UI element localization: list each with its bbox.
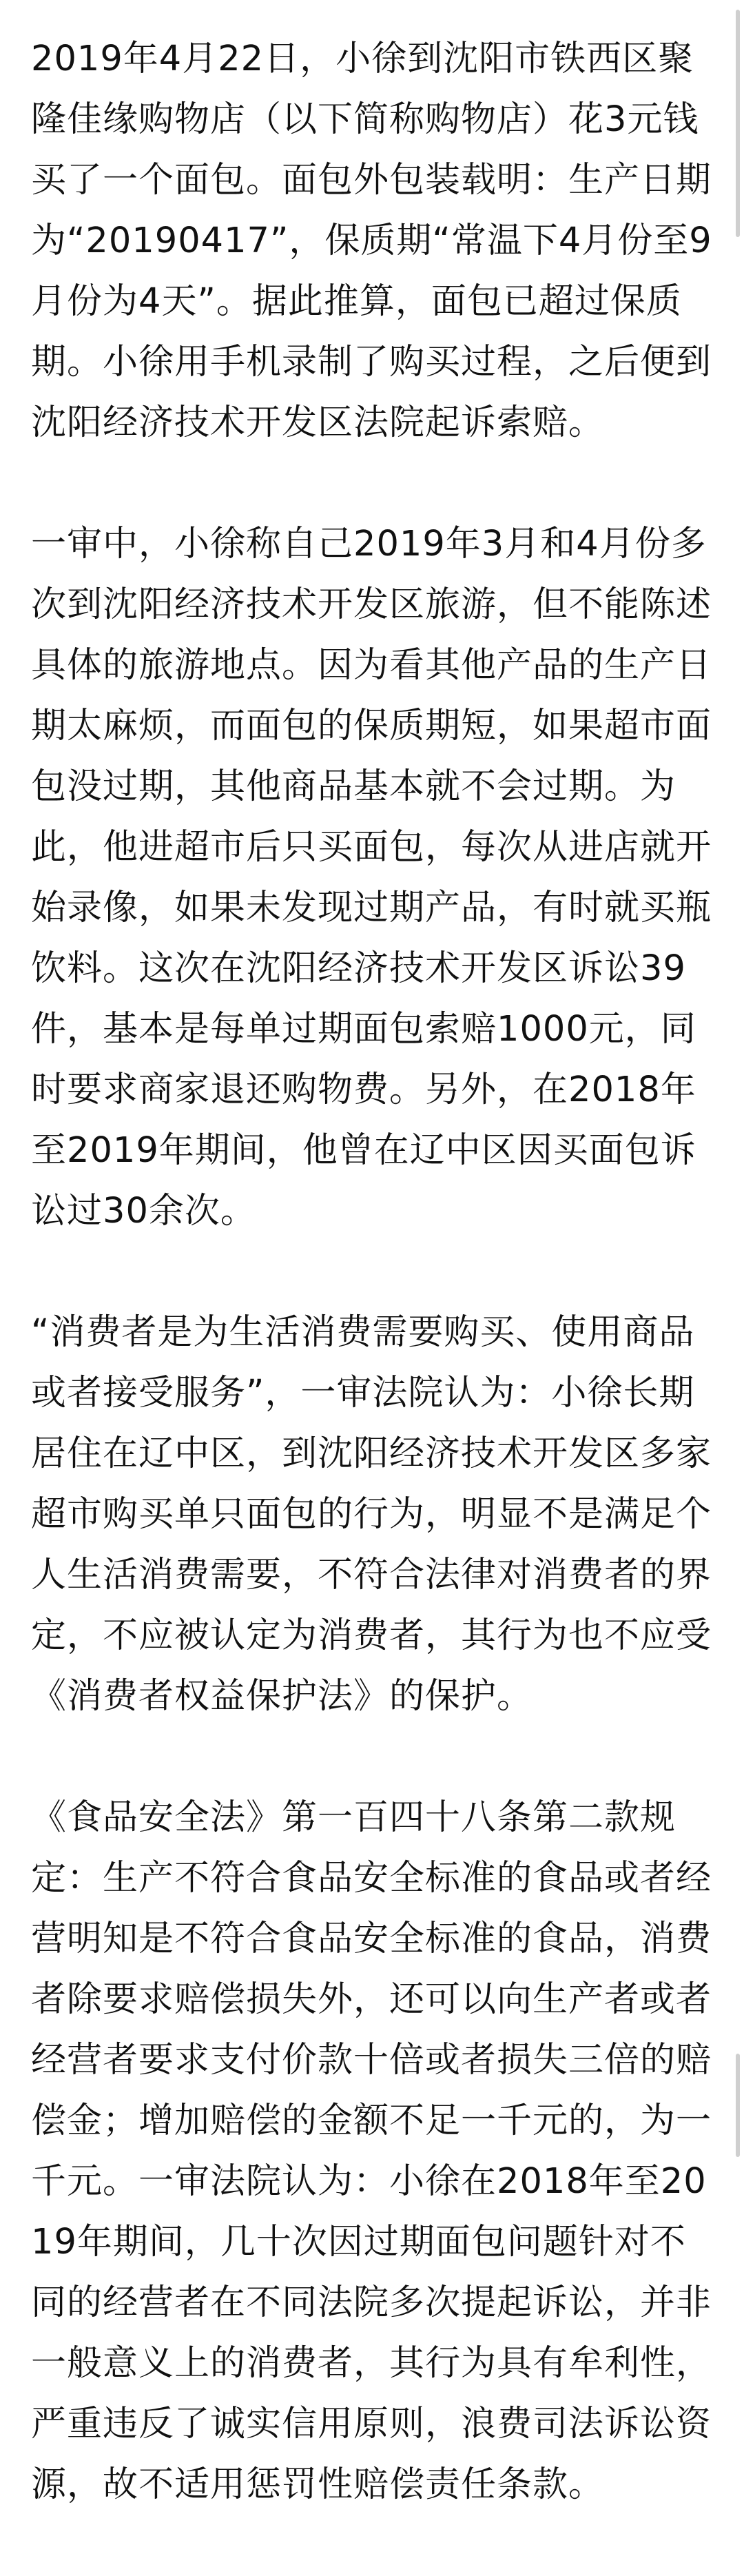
paragraph-1: 2019年4月22日，小徐到沈阳市铁西区聚隆佳缘购物店（以下简称购物店）花3元钱买了一个面包。面包外包装载明：生产日期为“20190417”，保质期“常温下4月份至9月份为4天”。据此推算，面包已超过保质期。小徐用手机录制了购买过程，之后便到沈阳经济技术开发区法院起诉索赔。	[31, 39, 712, 443]
paragraph-3: “消费者是为生活消费需要购买、使用商品或者接受服务”，一审法院认为：小徐长期居住在辽中区，到沈阳经济技术开发区多家超市购买单只面包的行为，明显不是满足个人生活消费需要，不符合法律对消费者的界定，不应被认定为消费者，其行为也不应受《消费者权益保护法》的保护。	[31, 1312, 712, 1717]
scrollbar-thumb-bottom[interactable]	[736, 2054, 740, 2157]
paragraph-2: 一审中，小徐称自己2019年3月和4月份多次到沈阳经济技术开发区旅游，但不能陈述具体的旅游地点。因为看其他产品的生产日期太麻烦，而面包的保质期短，如果超市面包没过期，其他商品基本就不会过期。为此，他进超市后只买面包，每次从进店就开始录像，如果未发现过期产品，有时就买瓶饮料。这次在沈阳经济技术开发区诉讼39件，基本是每单过期面包索赔1000元，同时要求商家退还购物费。另外，在2018年至2019年期间，他曾在辽中区因买面包诉讼过30余次。	[31, 524, 712, 1231]
paragraph-4: 《食品安全法》第一百四十八条第二款规定：生产不符合食品安全标准的食品或者经营明知是不符合食品安全标准的食品，消费者除要求赔偿损失外，还可以向生产者或者经营者要求支付价款十倍或者损失三倍的赔偿金；增加赔偿的金额不足一千元的，为一千元。一审法院认为：小徐在2018年至2019年期间，几十次因过期面包问题针对不同的经营者在不同法院多次提起诉讼，并非一般意义上的消费者，其行为具有牟利性，严重违反了诚实信用原则，浪费司法诉讼资源，故不适用惩罚性赔偿责任条款。	[31, 1797, 712, 2505]
scrollbar-thumb-top[interactable]	[736, 10, 740, 237]
article-body	[31, 29, 720, 2576]
